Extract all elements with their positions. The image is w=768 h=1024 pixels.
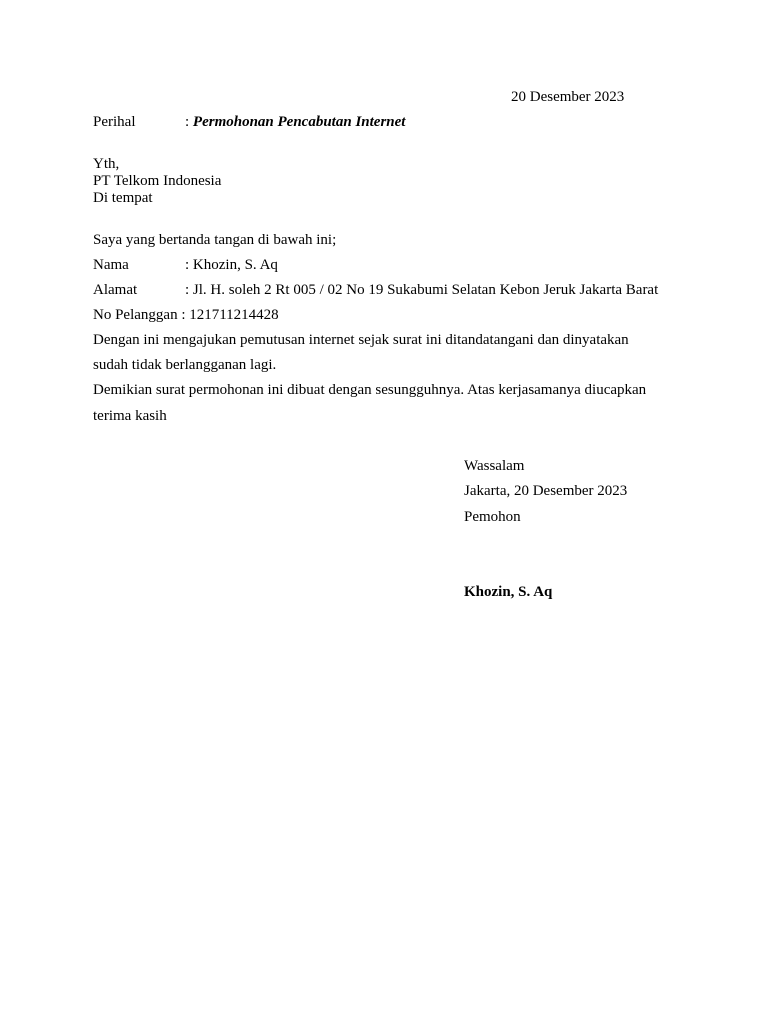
body-line-4: terima kasih [93, 408, 167, 424]
body-line-1: Dengan ini mengajukan pemutusan internet sejak surat ini ditandatangani dan dinyatakan [93, 332, 629, 348]
subject-line [93, 113, 405, 131]
customer-number: No Pelanggan : 121711214428 [93, 307, 279, 323]
closing-greeting: Wassalam [464, 458, 525, 474]
closing-place-date: Jakarta, 20 Desember 2023 [464, 483, 628, 499]
closing-role: Pemohon [464, 509, 521, 525]
subject-colon: : [185, 114, 190, 130]
address-value: : Jl. H. soleh 2 Rt 005 / 02 No 19 Sukabumi Selatan Kebon Jeruk Jakarta Barat [185, 282, 659, 298]
name-value: : Khozin, S. Aq [185, 257, 278, 273]
intro-text: Saya yang bertanda tangan di bawah ini; [93, 232, 337, 248]
name-label: Nama [93, 257, 129, 273]
recipient-name: PT Telkom Indonesia [93, 173, 222, 189]
recipient-salutation: Yth, [93, 156, 120, 172]
name-field [93, 256, 278, 274]
letter-date: 20 Desember 2023 [511, 89, 625, 105]
subject-label: Perihal [93, 114, 136, 130]
address-field [93, 281, 658, 299]
recipient-place: Di tempat [93, 190, 153, 206]
body-line-2: sudah tidak berlangganan lagi. [93, 357, 277, 373]
body-line-3: Demikian surat permohonan ini dibuat dengan sesungguhnya. Atas kerjasamanya diucapkan [93, 382, 647, 398]
subject-value: Permohonan Pencabutan Internet [192, 114, 406, 130]
signer-name: Khozin, S. Aq [464, 584, 553, 600]
address-label: Alamat [93, 282, 138, 298]
